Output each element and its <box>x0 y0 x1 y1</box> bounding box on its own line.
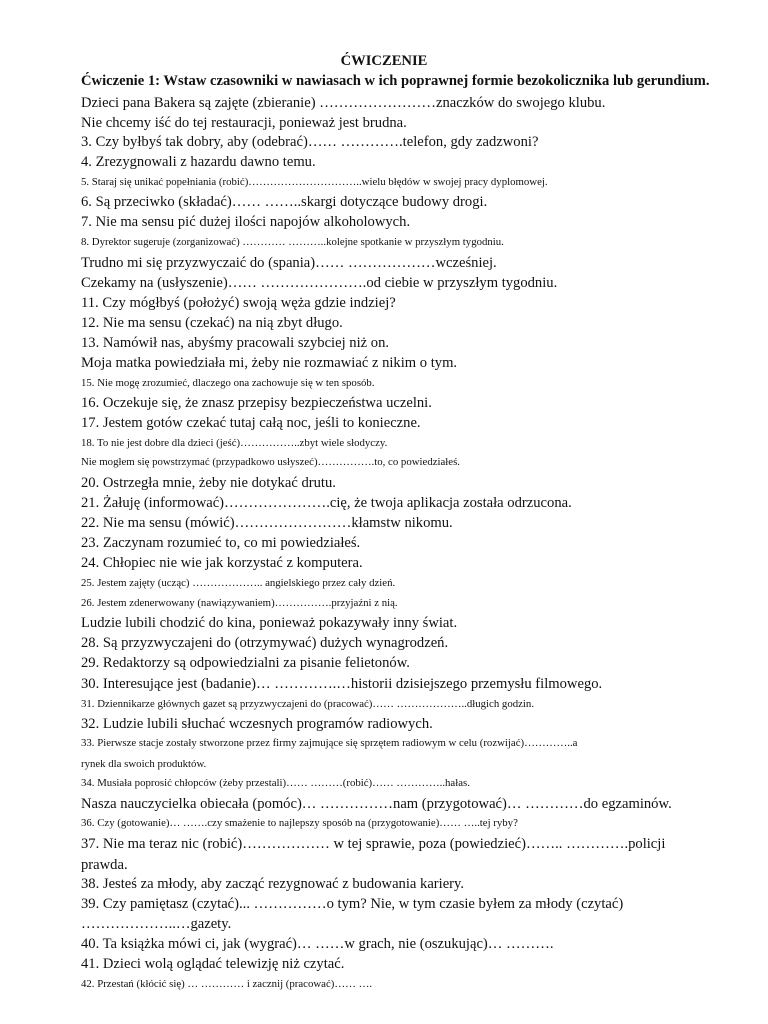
exercise-line: 28. Są przyzwyczajeni do (otrzymywać) dużych wynagrodzeń. <box>81 635 449 651</box>
exercise-line: 24. Chłopiec nie wie jak korzystać z komputera. <box>81 555 363 571</box>
exercise-line: Nasza nauczycielka obiecała (pomóc)… ……………nam (przygotować)… …………do egzaminów. <box>81 796 672 812</box>
exercise-line: prawda. <box>81 857 128 873</box>
exercise-line: 40. Ta książka mówi ci, jak (wygrać)… ……w grach, nie (oszukując)… ………. <box>81 936 554 952</box>
exercise-line: 26. Jestem zdenerwowany (nawiązywaniem)…………….przyjaźni z nią. <box>81 597 398 609</box>
exercise-line: 4. Zrezygnowali z hazardu dawno temu. <box>81 154 316 170</box>
exercise-line: 42. Przestań (kłócić się) … ………… i zacznij (pracować)…… …. <box>81 978 373 990</box>
exercise-instruction: Ćwiczenie 1: Wstaw czasowniki w nawiasach w ich poprawnej formie bezokolicznika lub gerundium. <box>81 73 710 89</box>
exercise-line: 31. Dziennikarze głównych gazet są przyzwyczajeni do (pracować)…… ………………..długich godzin. <box>81 698 535 710</box>
exercise-line: 17. Jestem gotów czekać tutaj całą noc, jeśli to konieczne. <box>81 415 421 431</box>
exercise-line: ………………..…gazety. <box>81 916 232 932</box>
exercise-line: 38. Jesteś za młody, aby zacząć rezygnować z budowania kariery. <box>81 876 465 892</box>
exercise-line: 15. Nie mogę zrozumieć, dlaczego ona zachowuje się w ten sposób. <box>81 377 375 389</box>
exercise-line: 6. Są przeciwko (składać)…… ……..skargi dotyczące budowy drogi. <box>81 194 488 210</box>
exercise-line: 3. Czy byłbyś tak dobry, aby (odebrać)…… ………….telefon, gdy zadzwoni? <box>81 134 539 150</box>
page-title: ĆWICZENIE <box>340 53 428 69</box>
exercise-line: 12. Nie ma sensu (czekać) na nią zbyt długo. <box>81 315 343 331</box>
exercise-line: rynek dla swoich produktów. <box>81 758 207 770</box>
exercise-line: Nie chcemy iść do tej restauracji, ponieważ jest brudna. <box>81 115 407 131</box>
exercise-line: 41. Dzieci wolą oglądać telewizję niż czytać. <box>81 956 345 972</box>
exercise-line: Trudno mi się przyzwyczaić do (spania)…… ………………wcześniej. <box>81 255 497 271</box>
exercise-line: Dzieci pana Bakera są zajęte (zbieranie) ……………………znaczków do swojego klubu. <box>81 95 606 111</box>
exercise-line: 23. Zaczynam rozumieć to, co mi powiedziałeś. <box>81 535 361 551</box>
exercise-line: 21. Żałuję (informować)………………….cię, że twoja aplikacja została odrzucona. <box>81 495 572 511</box>
exercise-line: 7. Nie ma sensu pić dużej ilości napojów alkoholowych. <box>81 214 411 230</box>
exercise-line: 36. Czy (gotowanie)… …….czy smażenie to najlepszy sposób na (przygotowanie)…… …..tej ryby? <box>81 817 518 829</box>
exercise-line: 18. To nie jest dobre dla dzieci (jeść)……………..zbyt wiele słodyczy. <box>81 437 388 449</box>
exercise-line: 34. Musiała poprosić chłopców (żeby przestali)…… ………(robić)…… …………..hałas. <box>81 777 470 789</box>
exercise-line: Nie mogłem się powstrzymać (przypadkowo usłyszeć)…………….to, co powiedziałeś. <box>81 456 460 468</box>
exercise-line: 30. Interesujące jest (badanie)… ………….…historii dzisiejszego przemysłu filmowego. <box>81 676 603 692</box>
exercise-line: 13. Namówił nas, abyśmy pracowali szybciej niż on. <box>81 335 390 351</box>
exercise-line: Czekamy na (usłyszenie)…… ………………….od ciebie w przyszłym tygodniu. <box>81 275 558 291</box>
exercise-line: 5. Staraj się unikać popełniania (robić)…………………………..wielu błędów w swojej pracy dyplomowej. <box>81 176 548 188</box>
exercise-line: 16. Oczekuje się, że znasz przepisy bezpieczeństwa uczelni. <box>81 395 432 411</box>
exercise-line: 37. Nie ma teraz nic (robić)……………… w tej sprawie, poza (powiedzieć)…….. ………….policji <box>81 836 666 852</box>
exercise-line: 11. Czy mógłbyś (położyć) swoją węża gdzie indziej? <box>81 295 396 311</box>
exercise-line: 29. Redaktorzy są odpowiedzialni za pisanie felietonów. <box>81 655 410 671</box>
exercise-line: 8. Dyrektor sugeruje (zorganizować) ………… ………..kolejne spotkanie w przyszłym tygodniu. <box>81 236 504 248</box>
exercise-line: 22. Nie ma sensu (mówić)……………………kłamstw nikomu. <box>81 515 453 531</box>
exercise-line: 39. Czy pamiętasz (czytać)... ……………o tym? Nie, w tym czasie byłem za młody (czytać) <box>81 896 624 912</box>
exercise-line: 25. Jestem zajęty (ucząc) ……………….. angielskiego przez cały dzień. <box>81 577 396 589</box>
exercise-line: 33. Pierwsze stacje zostały stworzone przez firmy zajmujące się sprzętem radiowym w celu (rozwijać)…………..a <box>81 737 578 749</box>
exercise-line: 32. Ludzie lubili słuchać wczesnych programów radiowych. <box>81 716 433 732</box>
exercise-line: 20. Ostrzegła mnie, żeby nie dotykać drutu. <box>81 475 336 491</box>
exercise-line: Moja matka powiedziała mi, żeby nie rozmawiać z nikim o tym. <box>81 355 458 371</box>
exercise-line: Ludzie lubili chodzić do kina, ponieważ pokazywały inny świat. <box>81 615 458 631</box>
